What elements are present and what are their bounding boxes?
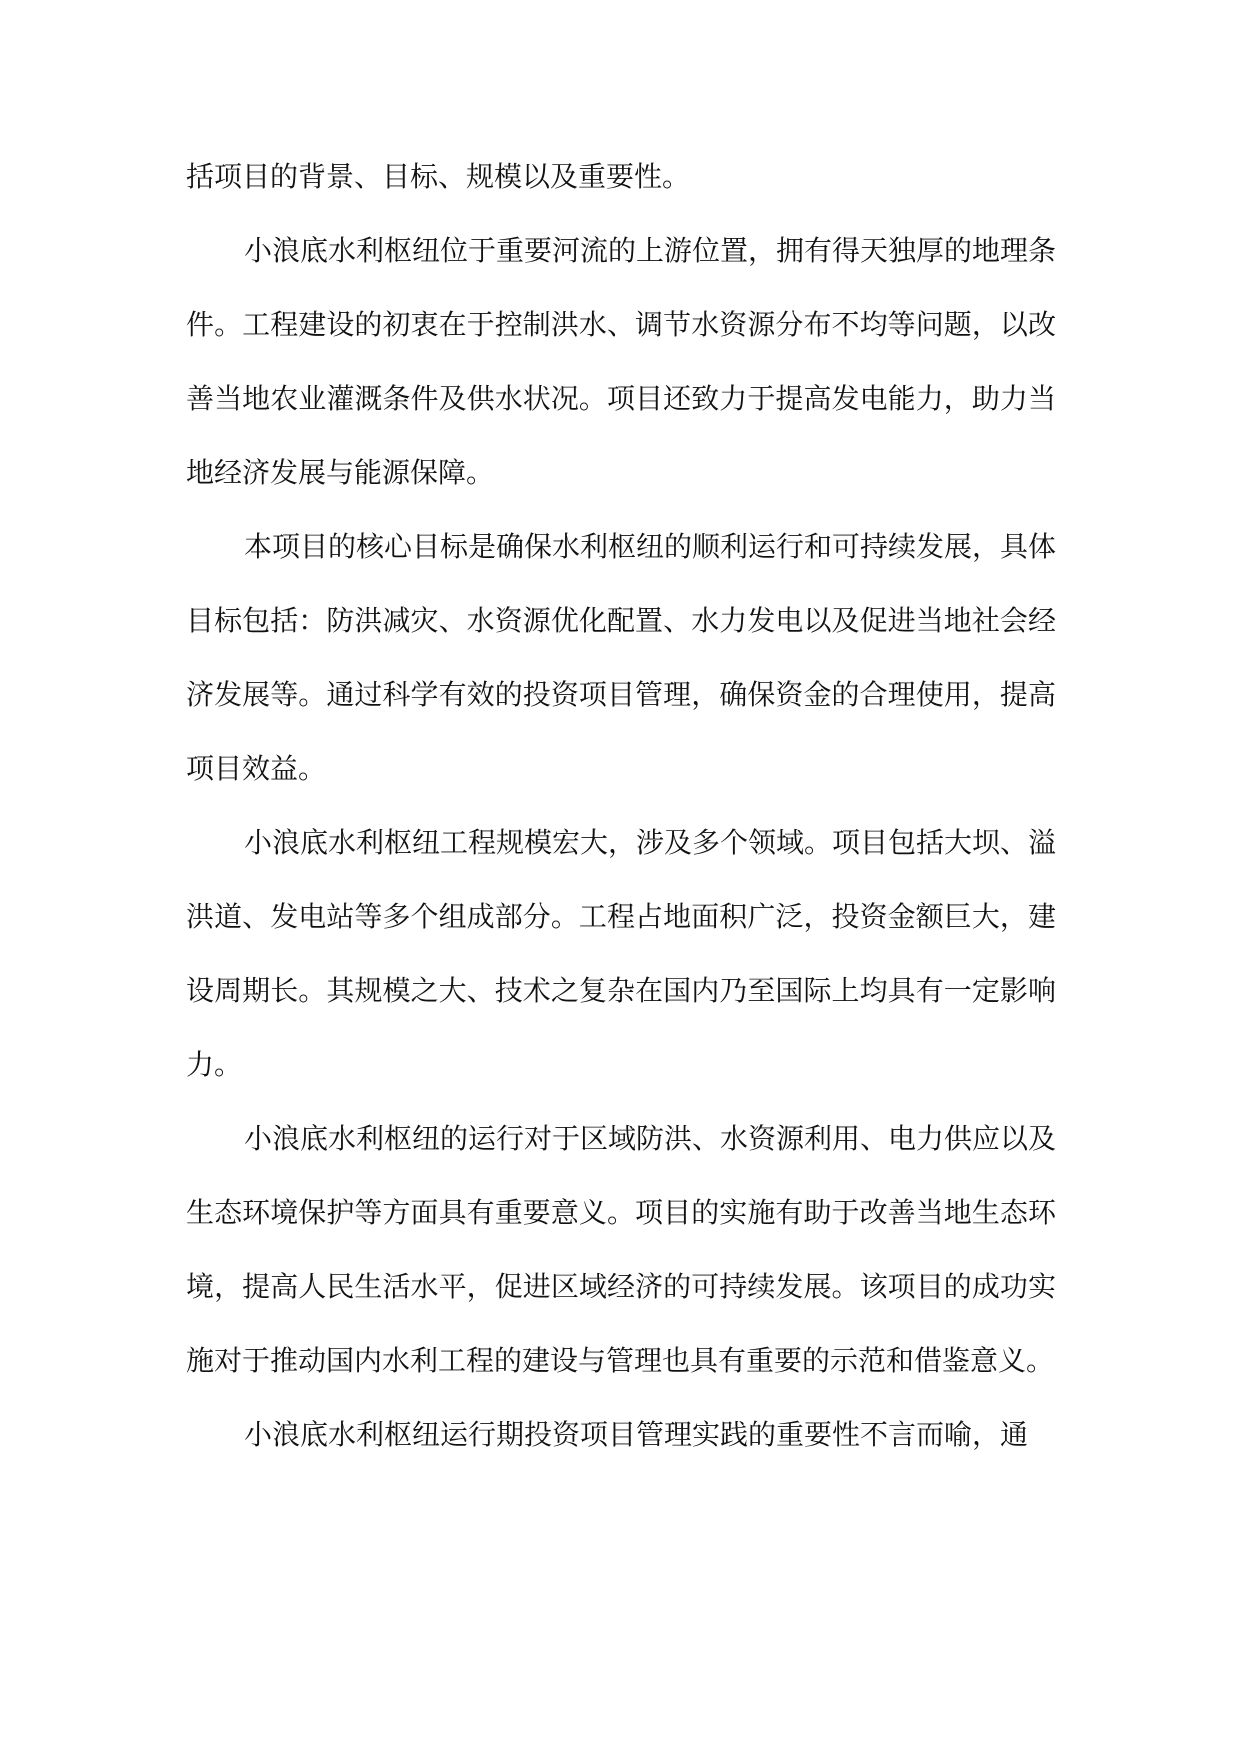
paragraph-continuation: 括项目的背景、目标、规模以及重要性。 xyxy=(186,160,691,193)
document-body xyxy=(186,140,1056,1472)
paragraph-management-practice: 小浪底水利枢纽运行期投资项目管理实践的重要性不言而喻，通 xyxy=(244,1418,1029,1451)
paragraph-objectives: 本项目的核心目标是确保水利枢纽的顺利运行和可持续发展，具体目标包括：防洪减灾、水资源优化配置、水力发电以及促进当地社会经济发展等。通过科学有效的投资项目管理，确保资金的合理使用，提高项目效益。 xyxy=(186,530,1057,785)
paragraph-scale: 小浪底水利枢纽工程规模宏大，涉及多个领域。项目包括大坝、溢洪道、发电站等多个组成部分。工程占地面积广泛，投资金额巨大，建设周期长。其规模之大、技术之复杂在国内乃至国际上均具有一定影响力。 xyxy=(186,826,1057,1081)
paragraph-importance: 小浪底水利枢纽的运行对于区域防洪、水资源利用、电力供应以及生态环境保护等方面具有重要意义。项目的实施有助于改善当地生态环境，提高人民生活水平，促进区域经济的可持续发展。该项目的成功实施对于推动国内水利工程的建设与管理也具有重要的示范和借鉴意义。 xyxy=(186,1122,1057,1377)
paragraph-background: 小浪底水利枢纽位于重要河流的上游位置，拥有得天独厚的地理条件。工程建设的初衷在于控制洪水、调节水资源分布不均等问题，以改善当地农业灌溉条件及供水状况。项目还致力于提高发电能力，助力当地经济发展与能源保障。 xyxy=(186,234,1057,489)
